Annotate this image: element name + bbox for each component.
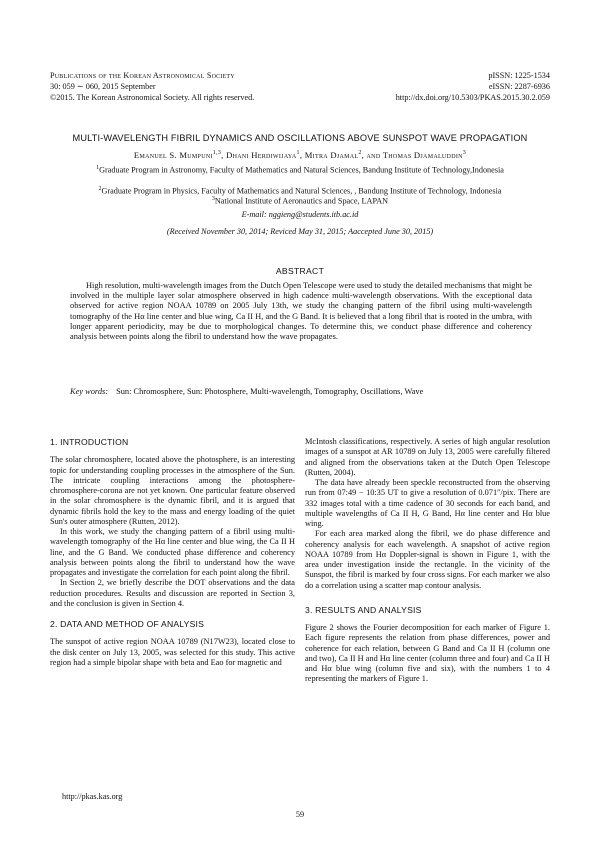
pissn: pISSN: 1225-1534 — [488, 71, 550, 80]
affiliation: $^3$National Institute of Aeronautics and Space, LAPAN — [211, 196, 389, 206]
footer-url[interactable]: http://pkas.kas.org — [62, 792, 123, 801]
author: Emanuel S. Mumpuni$^{1,3}$, — [133, 150, 227, 160]
paragraph: In this work, we study the changing pattern of a fibril using multi-wavelength tomography of the Hα line center and blue wing, the Ca II H line, and the G Band. We conducted phase difference and coherency analysis between points along the fibril to understand how the wave propagates and investigate the correlation for each point along the fibril. — [50, 527, 295, 577]
keywords — [70, 387, 532, 397]
paragraph: For each area marked along the fibril, we do phase difference and coherency analysis for each wavelength. A snapshot of active region NOAA 10789 from Hα Doppler-signal is shown in Figure 1, with the area under investigation inside the rectangle. In the vicinity of the Sunspot, the fibril is marked by four cross signs. For each marker we also do a correlation using a scatter map contour analysis. — [305, 529, 550, 590]
keywords-label: Key words: — [70, 387, 109, 396]
paragraph: The data have already been speckle reconstructed from the observing run from 07:49 − 10:35 UT to give a resolution of 0.071″/pix. There are 332 images total with a time cadence of 30 seconds for each band, and multiple wavelengths of Ca II H, G Band, Hα line center and Hα blue wing. — [305, 478, 550, 528]
paragraph: Figure 2 shows the Fourier decomposition for each marker of Figure 1. Each figure represents the relation from phase differences, power and coherence for each relation, between G Band and Ca II H (column one and two), Ca II H and Hα line center (column three and four) and Ca II H and Hα blue wing (column five and six), with the numbers 1 to 4 representing the markers of Figure 1. — [305, 623, 550, 684]
paragraph: The sunspot of active region NOAA 10789 (N17W23), located close to the disk center on July 13, 2005, was selected for this study. This active region had a simple bipolar shape with beta and Eao for magnetic and — [50, 637, 295, 667]
author: Dhani Herdiwijaya$^1$, — [226, 150, 305, 160]
section-heading-results: 3. RESULTS AND ANALYSIS — [305, 604, 422, 615]
contact-email: E-mail: nggieng@students.itb.ac.id — [241, 210, 359, 219]
section-heading-data: 2. DATA AND METHOD OF ANALYSIS — [50, 619, 205, 629]
eissn: eISSN: 2287-6936 — [488, 82, 550, 91]
keywords-list: Sun: Chromosphere, Sun: Photosphere, Multi-wavelength, Tomography, Oscillations, Wave — [116, 387, 424, 396]
paragraph: In Section 2, we briefly describe the DOT observations and the data reduction procedures. Results and discussion are reported in Section 3, and the conclusion is given in Section 4. — [50, 578, 295, 608]
doi-link[interactable]: http://dx.doi.org/10.5303/PKAS.2015.30.2.059 — [395, 93, 550, 102]
author: Thomas Djamaluddin$^3$ — [382, 150, 467, 160]
paragraph-continuation: McIntosh classifications, respectively. A series of high angular resolution images of a sunspot at AR 10789 on July 13, 2005 were carefully filtered and aligned from the observations taken at the Dutch Open Telescope (Rutten, 2004). — [305, 437, 550, 477]
abstract-heading: ABSTRACT — [275, 266, 325, 276]
affiliation: $^2$Graduate Program in Physics, Faculty of Mathematics and Natural Sciences, , Bandung Institute of Technology, Indonesia — [98, 186, 502, 196]
page-number: 59 — [295, 810, 305, 819]
paragraph: The solar chromosphere, located above the photosphere, is an interesting topic for understanding coupling processes in the atmosphere of the Sun. The intricate coupling interactions among the photosphere-chromosphere-corona are not yet known. One particular feature observed in the solar chromosphere is the dynamic fibril, and it is argued that dynamic fibrils hold the key to the mass and energy loading of the quiet Sun's outer atmosphere (Rutten, 2012). — [50, 455, 295, 526]
author-list — [40, 150, 560, 160]
copyright: ©2015. The Korean Astronomical Society. All rights reserved. — [50, 93, 255, 102]
paper-title: MULTI-WAVELENGTH FIBRIL DYNAMICS AND OSCILLATIONS ABOVE SUNSPOT WAVE PROPAGATION — [72, 133, 528, 143]
abstract-text: High resolution, multi-wavelength images from the Dutch Open Telescope were used to study the detailed mechanisms that might be involved in the multiple layer solar atmosphere observed in high cadence multi-wavelength observations. With the exceptional data observed for active region NOAA 10789 on 2005 July 13th, we study the changing pattern of the fibril using multi-wavelength tomography of the Hα line center and blue wing, Ca II H, and the G Band. It is believed that a long fibril that is rooted in the umbra, with longer apparent periodicity, may be due to morphological changes. To determine this, we conduct phase difference and coherency analysis between points along the fibril to understand how the wave propagates. — [70, 281, 532, 342]
journal-header — [50, 70, 550, 103]
volume-pages: 30: 059 ∼ 060, 2015 September — [50, 82, 156, 91]
affiliation: $^1$Graduate Program in Astronomy, Faculty of Mathematics and Natural Sciences, Bandung Institute of Technology,Indonesia — [96, 165, 504, 175]
journal-name: Publications of the Korean Astronomical Society — [50, 71, 235, 80]
right-column — [305, 437, 550, 685]
received-dates: (Received November 30, 2014; Reviced May 31, 2015; Aaccepted June 30, 2015) — [166, 227, 434, 236]
section-heading-introduction: 1. INTRODUCTION — [50, 437, 129, 447]
author: Mitra Djamal$^2$, and — [304, 150, 383, 160]
left-column — [50, 437, 295, 668]
